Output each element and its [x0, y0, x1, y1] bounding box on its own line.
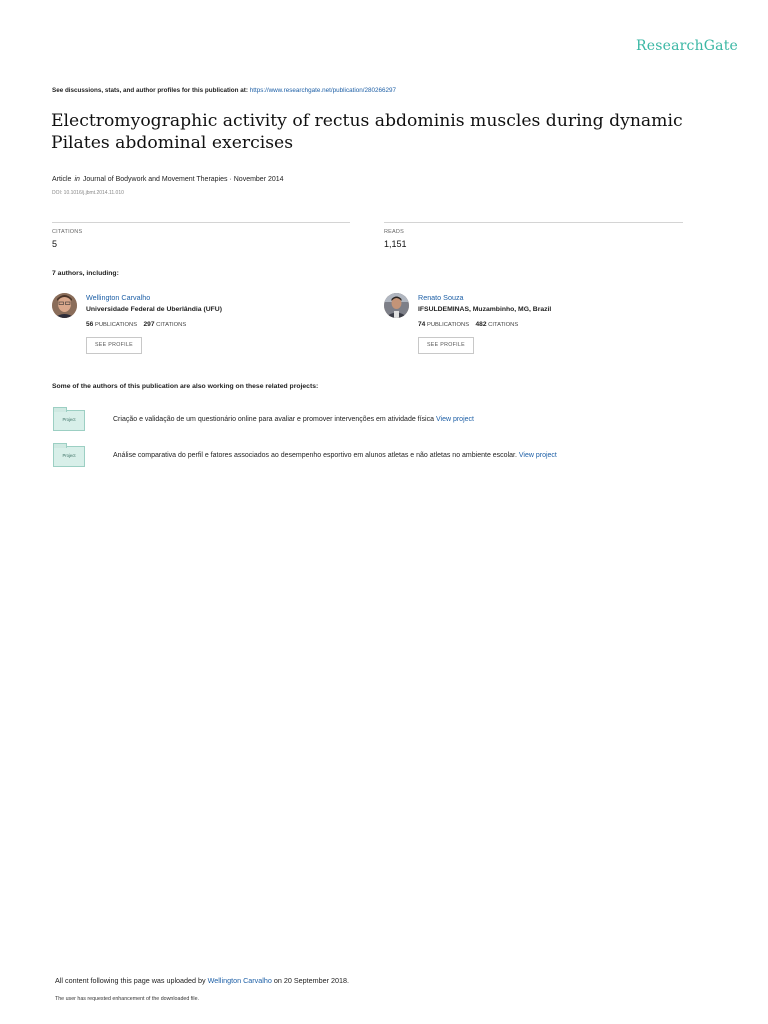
- paper-title: Electromyographic activity of rectus abdominis muscles during dynamic Pilates abdominal exercises: [51, 111, 683, 153]
- author-stats: [418, 321, 518, 328]
- project-item: [113, 416, 474, 423]
- citations-label: CITATIONS: [156, 322, 187, 328]
- uploader-link[interactable]: Wellington Carvalho: [207, 976, 272, 985]
- citations-count: 297: [143, 321, 155, 328]
- see-profile-button[interactable]: SEE PROFILE: [418, 337, 474, 354]
- reads-label: READS: [384, 229, 404, 235]
- citations-divider: [52, 222, 350, 223]
- view-project-link[interactable]: View project: [518, 452, 557, 459]
- citations-label: CITATIONS: [52, 229, 83, 235]
- in-word: in: [74, 176, 80, 183]
- author-institution: Universidade Federal de Uberlândia (UFU): [86, 306, 222, 313]
- publications-label: PUBLICATIONS: [94, 322, 138, 328]
- publications-count: 74: [418, 321, 426, 328]
- author-stats: [86, 321, 186, 328]
- publication-url-link[interactable]: https://www.researchgate.net/publication/280266297: [249, 87, 397, 94]
- see-profile-button[interactable]: SEE PROFILE: [86, 337, 142, 354]
- view-project-link[interactable]: View project: [435, 416, 474, 423]
- folder-tab: [53, 407, 67, 412]
- citations-label: CITATIONS: [488, 322, 519, 328]
- enhancement-note: The user has requested enhancement of the downloaded file.: [55, 996, 199, 1002]
- journal-date: Journal of Bodywork and Movement Therapies · November 2014: [82, 176, 284, 183]
- reads-divider: [384, 222, 683, 223]
- citations-value: 5: [52, 239, 58, 249]
- discussion-text: See discussions, stats, and author profiles for this publication at:: [52, 87, 250, 94]
- project-folder-icon[interactable]: [53, 410, 85, 431]
- publications-label: PUBLICATIONS: [426, 322, 470, 328]
- project-title: Análise comparativa do perfil e fatores associados ao desempenho esportivo em alunos atletas e não atletas no ambiente escolar.: [113, 452, 519, 459]
- researchgate-logo[interactable]: ResearchGate: [636, 38, 739, 54]
- avatar-photo-icon: [52, 293, 77, 318]
- project-folder-icon[interactable]: [53, 446, 85, 467]
- reads-value: 1,151: [384, 239, 407, 249]
- author-institution: IFSULDEMINAS, Muzambinho, MG, Brazil: [418, 306, 552, 313]
- article-type: Article: [52, 176, 72, 183]
- project-icon-label: Project: [62, 417, 76, 422]
- upload-suffix: on 20 September 2018.: [271, 976, 349, 985]
- citations-count: 482: [475, 321, 487, 328]
- author-name-link[interactable]: Renato Souza: [418, 293, 464, 302]
- doi-text: DOI: 10.1016/j.jbmt.2014.11.010: [52, 190, 124, 196]
- upload-info: [55, 976, 349, 985]
- authors-heading: 7 authors, including:: [52, 270, 119, 277]
- avatar[interactable]: [384, 293, 409, 318]
- discussion-line: [52, 87, 396, 94]
- related-projects-heading: Some of the authors of this publication are also working on these related projects:: [52, 383, 319, 390]
- author-name-link[interactable]: Wellington Carvalho: [86, 293, 151, 302]
- project-item: [113, 452, 557, 459]
- folder-tab: [53, 443, 67, 448]
- project-title: Criação e validação de um questionário online para avaliar e promover intervenções em atividade física: [113, 416, 436, 423]
- avatar[interactable]: [52, 293, 77, 318]
- avatar-photo-icon: [384, 293, 409, 318]
- paper-meta: [52, 176, 284, 183]
- publications-count: 56: [86, 321, 94, 328]
- upload-prefix: All content following this page was uploaded by: [55, 976, 208, 985]
- project-icon-label: Project: [62, 453, 76, 458]
